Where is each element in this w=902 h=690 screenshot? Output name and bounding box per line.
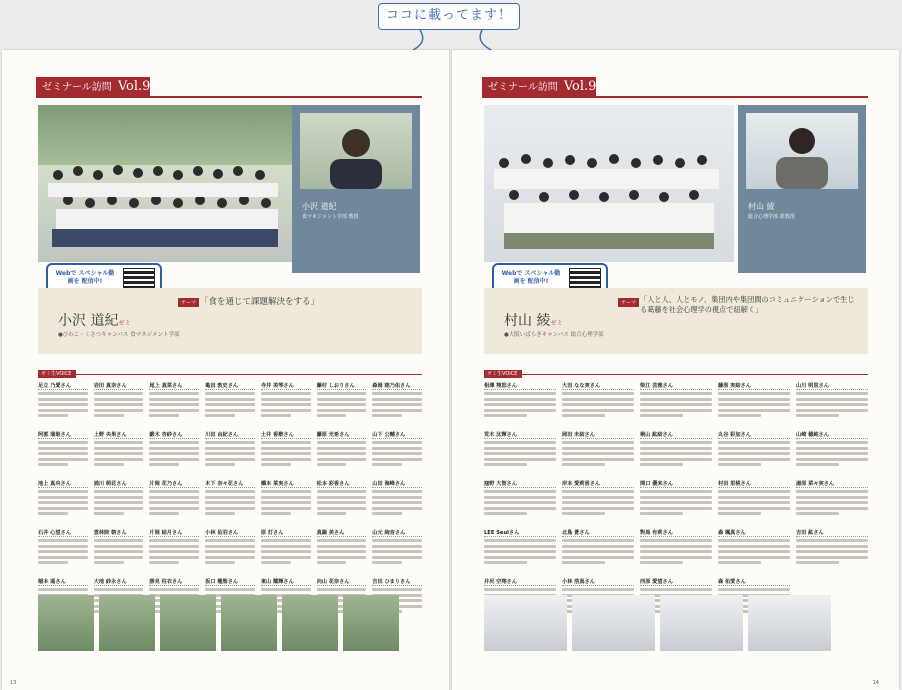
student-voice	[149, 382, 199, 426]
thumb-photo	[282, 595, 338, 651]
student-name: 西原 愛望さん	[640, 578, 712, 586]
student-name: 石井 心望さん	[38, 529, 88, 537]
student-name: 對馬 有莉さん	[640, 529, 712, 537]
student-name: 片岡 花乃さん	[149, 480, 199, 488]
student-voice	[149, 431, 199, 475]
student-name: 藤村 しおりさん	[317, 382, 367, 390]
student-voice	[562, 529, 634, 573]
student-name: 橋本 菜実さん	[261, 480, 311, 488]
student-voice	[796, 480, 868, 524]
student-name: 勝見 柱衣さん	[149, 578, 199, 586]
student-name: 藤原 光希さん	[317, 431, 367, 439]
student-name: 北島 蒼さん	[562, 529, 634, 537]
student-voice	[562, 431, 634, 475]
professor-dept: 食マネジメント学部 教授	[302, 214, 359, 220]
student-voice	[484, 480, 556, 524]
thumb-photo	[748, 595, 831, 651]
student-name: 阿部 瑞姫さん	[38, 431, 88, 439]
student-voice	[718, 382, 790, 426]
student-name: 岡田 未結さん	[562, 431, 634, 439]
student-voice	[317, 431, 367, 475]
student-name: 寺井 美琴さん	[261, 382, 311, 390]
thumb-photo	[343, 595, 399, 651]
student-voice	[94, 382, 144, 426]
theme-label: テーマ	[178, 298, 199, 307]
student-name: 池上 真央さん	[38, 480, 88, 488]
student-voice	[94, 529, 144, 573]
student-voice	[261, 431, 311, 475]
student-name: 森 颯真さん	[718, 529, 790, 537]
student-name: 片岡 結月さん	[149, 529, 199, 537]
student-voice	[38, 529, 88, 573]
student-voice	[484, 382, 556, 426]
student-voice	[317, 382, 367, 426]
voice-heading: ゼミ生VOICE	[38, 370, 422, 378]
student-name: 岩田 真奈さん	[94, 382, 144, 390]
group-photo	[484, 105, 734, 262]
student-voice	[640, 480, 712, 524]
student-name: 桐山 紘結さん	[640, 431, 712, 439]
campus-label: ●びわこ・くさつキャンパス 食マネジメント学部	[58, 332, 180, 338]
student-name: 浦川 萌花さん	[94, 480, 144, 488]
student-name: 川田 由紀さん	[205, 431, 255, 439]
voice-grid	[484, 382, 868, 622]
student-name: 稲本 遥さん	[38, 578, 88, 586]
vol-badge: ゼミナール訪問 Vol.97	[36, 77, 150, 97]
student-voice	[317, 480, 367, 524]
student-voice	[718, 529, 790, 573]
student-voice	[38, 382, 88, 426]
student-voice	[317, 529, 367, 573]
student-name: 土井 香歌さん	[261, 431, 311, 439]
student-voice	[205, 382, 255, 426]
student-voice	[94, 431, 144, 475]
student-name: LEE Seulさん	[484, 529, 556, 537]
student-voice	[640, 529, 712, 573]
student-name: 東山 耀輝さん	[261, 578, 311, 586]
divider	[36, 96, 422, 98]
thumb-photo	[484, 595, 567, 651]
theme-box	[484, 288, 868, 354]
student-name: 鍛木 杏紗さん	[149, 431, 199, 439]
student-name: 森岡 睦乃佑さん	[372, 382, 422, 390]
campus-label: ●大阪いばらきキャンパス 総合心理学部	[504, 332, 604, 338]
student-name: 亀田 敦史さん	[205, 382, 255, 390]
student-voice	[562, 382, 634, 426]
student-name: 上野 央果さん	[94, 431, 144, 439]
student-voice	[484, 529, 556, 573]
theme-title: 「食を通じて課題解決をする」	[200, 297, 320, 307]
thumb-photo	[572, 595, 655, 651]
student-voice	[640, 382, 712, 426]
student-name: 向山 花奈さん	[317, 578, 367, 586]
page-number: 13	[10, 680, 17, 686]
profile-card	[292, 105, 420, 273]
group-photo	[38, 105, 292, 262]
theme-box	[38, 288, 422, 354]
student-voice	[640, 431, 712, 475]
theme-title: 「人と人、人とモノ、集団内や集団間のコミュニケーションで生じる葛藤を社会心理学の視点で紐解く」	[640, 295, 855, 314]
student-voice	[261, 529, 311, 573]
professor-photo	[746, 113, 858, 189]
student-voice	[372, 480, 422, 524]
student-name: 山崎 穂純さん	[796, 431, 868, 439]
thumb-photo	[38, 595, 94, 651]
student-name: 木下 奈々花さん	[205, 480, 255, 488]
student-voice	[796, 431, 868, 475]
student-voice	[372, 382, 422, 426]
thumb-photo	[99, 595, 155, 651]
video-qr-badge[interactable]: Webで スペシャル動画を 配信中!	[492, 263, 608, 305]
page-right	[452, 50, 899, 690]
student-name: 小林 浩真さん	[562, 578, 634, 586]
professor-photo	[300, 113, 412, 189]
student-name: 窪野 大智さん	[484, 480, 556, 488]
student-name: 山田 海峰さん	[372, 480, 422, 488]
student-voice	[796, 382, 868, 426]
student-name: 松本 彩香さん	[317, 480, 367, 488]
student-name: 真鍋 美さん	[317, 529, 367, 537]
theme-label: テーマ	[618, 298, 639, 307]
student-name: 山下 公輔さん	[372, 431, 422, 439]
professor-name: 小沢 道紀	[302, 202, 337, 211]
divider	[482, 96, 868, 98]
student-voice	[261, 382, 311, 426]
student-voice	[796, 529, 868, 573]
student-voice	[562, 480, 634, 524]
vol-badge: ゼミナール訪問 Vol.98	[482, 77, 596, 97]
student-name: 大地 紗永さん	[94, 578, 144, 586]
student-voice	[718, 480, 790, 524]
photo-strip	[484, 595, 831, 651]
profile-card	[738, 105, 866, 273]
student-name: 岸本 愛莉香さん	[562, 480, 634, 488]
student-voice	[718, 431, 790, 475]
student-voice	[205, 431, 255, 475]
student-name: 森 佑愛さん	[718, 578, 790, 586]
student-name: 坂口 龍聖さん	[205, 578, 255, 586]
student-name: 湯原 菜々実さん	[796, 480, 868, 488]
student-voice	[38, 431, 88, 475]
student-name: 藤原 実結さん	[718, 382, 790, 390]
student-voice	[261, 480, 311, 524]
page-number: 14	[872, 680, 879, 686]
student-name: 足立 乃愛さん	[38, 382, 88, 390]
student-name: 原 灯さん	[261, 529, 311, 537]
student-name: 丸谷 彩加さん	[718, 431, 790, 439]
student-voice	[372, 431, 422, 475]
student-voice	[149, 529, 199, 573]
professor-dept: 総合心理学部 准教授	[748, 214, 795, 220]
professor-name: 村山 綾	[748, 202, 775, 211]
callout-label: ココに載ってます！	[378, 3, 520, 30]
video-qr-badge[interactable]: Webで スペシャル動画を 配信中!	[46, 263, 162, 305]
voice-heading: ゼミ生VOICE	[484, 370, 868, 378]
student-name: 関口 優来さん	[640, 480, 712, 488]
student-voice	[205, 529, 255, 573]
student-name: 山元 絢音さん	[372, 529, 422, 537]
student-voice	[38, 480, 88, 524]
student-name: 柴江 芸雅さん	[640, 382, 712, 390]
student-name: 吉田 紘さん	[796, 529, 868, 537]
student-name: 井尻 空翔さん	[484, 578, 556, 586]
student-name: 村田 里桃さん	[718, 480, 790, 488]
student-name: 吉田 ひまりさん	[372, 578, 422, 586]
student-name: 雲林院 朝さん	[94, 529, 144, 537]
seminar-name: 村山 綾ゼミ	[504, 313, 563, 329]
photo-strip	[38, 595, 399, 651]
student-name: 尾上 真菜さん	[149, 382, 199, 390]
student-name: 荒木 汰輝さん	[484, 431, 556, 439]
student-voice	[205, 480, 255, 524]
student-name: 相澤 翔怒さん	[484, 382, 556, 390]
student-voice	[94, 480, 144, 524]
thumb-photo	[160, 595, 216, 651]
thumb-photo	[221, 595, 277, 651]
student-voice	[149, 480, 199, 524]
thumb-photo	[660, 595, 743, 651]
student-name: 山川 明里さん	[796, 382, 868, 390]
voice-grid	[38, 382, 422, 622]
student-name: 大田 なな実さん	[562, 382, 634, 390]
seminar-name: 小沢 道紀ゼミ	[58, 313, 131, 329]
page-left	[2, 50, 450, 690]
student-voice	[372, 529, 422, 573]
student-voice	[484, 431, 556, 475]
student-name: 小林 佑羽さん	[205, 529, 255, 537]
